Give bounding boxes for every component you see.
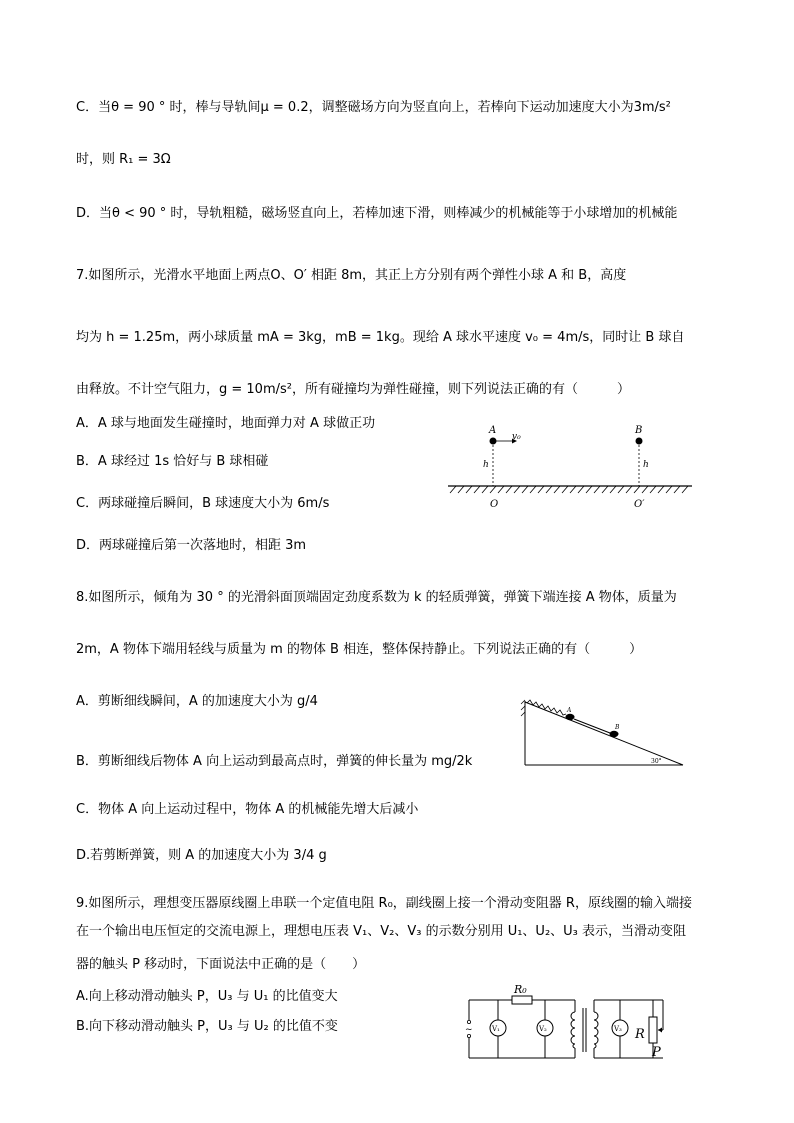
q8-stem-line-2: 2m，A 物体下端用轻线与质量为 m 的物体 B 相连，整体保持静止。下列说法正确的有（ ）: [76, 642, 643, 657]
q9-option-b: B.向下移动滑动触头 P，U₃ 与 U₂ 的比值不变: [76, 1019, 338, 1034]
q9-stem-line-3: 器的触头 P 移动时，下面说法中正确的是（ ）: [76, 957, 366, 972]
label-angle: 30°: [651, 758, 662, 765]
label-b: B: [635, 425, 643, 436]
q7-option-a: A．A 球与地面发生碰撞时，地面弹力对 A 球做正功: [76, 416, 376, 431]
label-h-left: h: [483, 460, 489, 470]
q8-option-b: B．剪断细线后物体 A 向上运动到最高点时，弹簧的伸长量为 mg/2k: [76, 754, 473, 769]
label-v3: V₃: [614, 1025, 622, 1033]
q7-option-c: C．两球碰撞后瞬间，B 球速度大小为 6m/s: [76, 496, 330, 511]
q8-option-a: A．剪断细线瞬间，A 的加速度大小为 g/4: [76, 694, 318, 709]
label-b: B: [615, 724, 620, 731]
q7-figure: [440, 420, 700, 515]
block-b: [610, 731, 619, 737]
spring: [527, 700, 566, 715]
label-r0: R₀: [514, 983, 527, 996]
label-p: P: [652, 1045, 661, 1060]
label-a: A: [489, 425, 497, 436]
label-a: A: [567, 707, 572, 714]
label-v1: V₁: [492, 1025, 500, 1033]
label-v0: v₀: [512, 432, 521, 442]
q6-option-c: C．当θ = 90 ° 时，棒与导轨间μ = 0.2，调整磁场方向为竖直向上，若棒向下运动加速度大小为3m/s²: [76, 100, 671, 115]
q7-stem-line-1: 7.如图所示，光滑水平地面上两点O、O′ 相距 8m，其正上方分别有两个弹性小球 A 和 B，高度: [76, 268, 627, 283]
ball-b: [636, 438, 643, 445]
q7-stem-line-3: 由释放。不计空气阻力，g = 10m/s²，所有碰撞均为弹性碰撞，则下列说法正确的有（ ）: [76, 382, 630, 397]
q7-option-b: B．A 球经过 1s 恰好与 B 球相碰: [76, 454, 269, 469]
q8-figure: [515, 696, 690, 771]
ball-a: [490, 438, 497, 445]
label-h-right: h: [643, 460, 649, 470]
q8-option-c: C．物体 A 向上运动过程中，物体 A 的机械能先增大后减小: [76, 802, 419, 817]
rheostat-r: [649, 1017, 657, 1043]
ground-hatching: [450, 486, 688, 493]
q9-figure: [455, 982, 680, 1064]
q7-option-d: D．两球碰撞后第一次落地时，相距 3m: [76, 538, 307, 553]
q6-option-c-continued: 时，则 R₁ = 3Ω: [76, 152, 171, 167]
wall-hatching: [521, 700, 525, 716]
block-a: [566, 714, 575, 720]
q8-option-d: D.若剪断弹簧，则 A 的加速度大小为 3/4 g: [76, 848, 327, 863]
label-v2: V₂: [539, 1025, 547, 1033]
q9-stem-line-2: 在一个输出电压恒定的交流电源上，理想电压表 V₁、V₂、V₃ 的示数分别用 U₁、U₂、U₃ 表示，当滑动变阻: [76, 924, 687, 939]
resistor-r0: [512, 996, 532, 1004]
label-o-prime: O′: [634, 499, 645, 510]
q8-stem-line-1: 8.如图所示，倾角为 30 ° 的光滑斜面顶端固定劲度系数为 k 的轻质弹簧，弹簧下端连接 A 物体，质量为: [76, 590, 677, 605]
q7-stem-line-2: 均为 h = 1.25m，两小球质量 mA = 3kg，mB = 1kg。现给 A 球水平速度 v₀ = 4m/s，同时让 B 球自: [76, 330, 685, 345]
q6-option-d: D．当θ < 90 ° 时，导轨粗糙，磁场竖直向上，若棒加速下滑，则棒减少的机械能等于小球增加的机械能: [76, 206, 678, 221]
q9-stem-line-1: 9.如图所示，理想变压器原线圈上串联一个定值电阻 R₀，副线圈上接一个滑动变阻器 R，原线圈的输入端接: [76, 896, 692, 911]
label-r: R: [635, 1027, 645, 1042]
label-o: O: [490, 499, 499, 510]
ac-source-icon: ~: [465, 1025, 473, 1035]
q9-option-a: A.向上移动滑动触头 P，U₃ 与 U₁ 的比值变大: [76, 989, 338, 1004]
